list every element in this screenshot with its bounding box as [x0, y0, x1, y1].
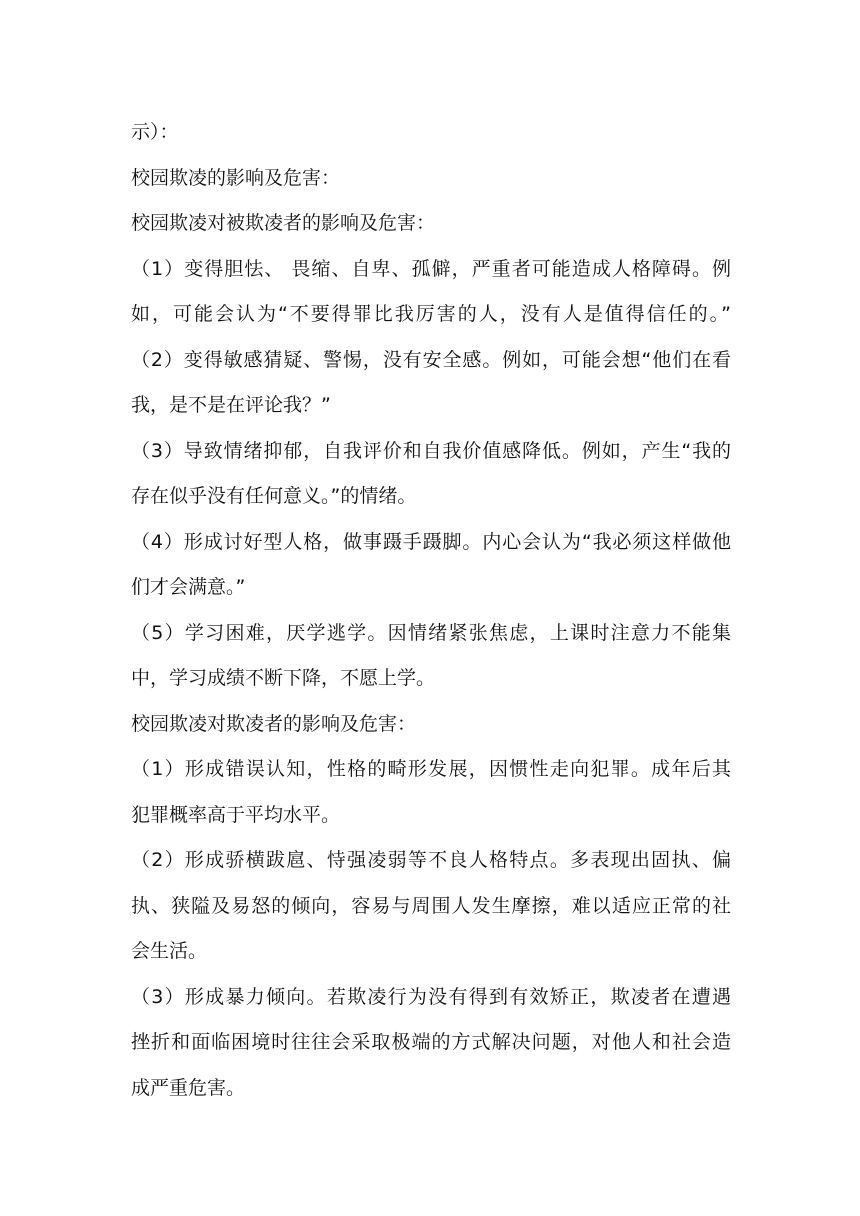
text-line: 会生活。 [131, 940, 208, 962]
text-line: （2）形成骄横跋扈、恃强凌弱等不良人格特点。多表现出固执、偏 [131, 849, 731, 871]
text-line: （4）形成讨好型人格，做事蹑手蹑脚。内心会认为“我必须这样做他 [131, 530, 731, 553]
text-line: 存在似乎没有任何意义。”的情绪。 [131, 485, 417, 507]
text-line: （2）变得敏感猜疑、警惕，没有安全感。例如，可能会想“他们在看 [131, 348, 731, 371]
text-line: 们才会满意。” [131, 576, 246, 598]
text-line: 如，可能会认为“不要得罪比我厉害的人，没有人是值得信任的。” [131, 303, 731, 325]
text-line: 中，学习成绩不断下降，不愿上学。 [131, 667, 436, 689]
text-line: 成严重危害。 [131, 1076, 246, 1099]
text-line: （3）导致情绪抑郁，自我评价和自我价值感降低。例如，产生“我的 [131, 439, 731, 462]
text-line: （5）学习困难，厌学逃学。因情绪紧张焦虑，上课时注意力不能集 [131, 621, 731, 644]
text-line: 执、狭隘及易怒的倾向，容易与周围人发生摩擦，难以适应正常的社 [131, 894, 731, 917]
text-line: 犯罪概率高于平均水平。 [131, 803, 341, 826]
text-line: （1）形成错误认知，性格的畸形发展，因惯性走向犯罪。成年后其 [131, 758, 731, 780]
text-line: 示）： [131, 121, 179, 143]
text-line: 我，是不是在评论我？” [131, 394, 331, 416]
section-heading: 校园欺凌的影响及危害： [131, 166, 341, 189]
text-line: （1）变得胆怯、 畏缩、自卑、孤僻，严重者可能造成人格障碍。例 [131, 257, 731, 280]
document-body [131, 110, 731, 1111]
subsection-heading: 校园欺凌对欺凌者的影响及危害： [131, 712, 417, 735]
text-line: （3）形成暴力倾向。若欺凌行为没有得到有效矫正，欺凌者在遭遇 [131, 985, 731, 1008]
text-line: 挫折和面临困境时往往会采取极端的方式解决问题，对他人和社会造 [131, 1031, 731, 1053]
subsection-heading: 校园欺凌对被欺凌者的影响及危害： [131, 212, 436, 234]
